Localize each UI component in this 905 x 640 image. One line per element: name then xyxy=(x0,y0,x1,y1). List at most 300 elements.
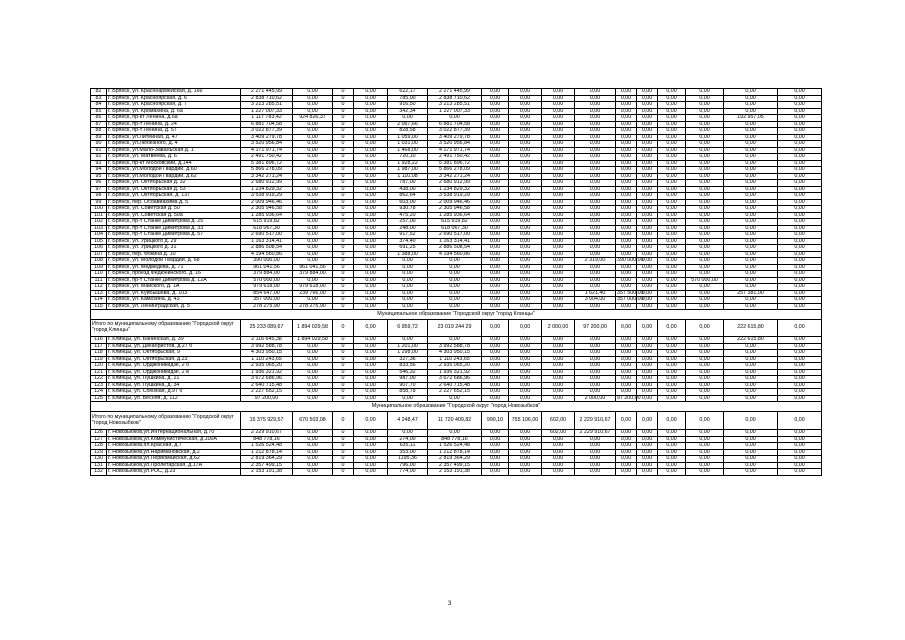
value-cell: 0,00 xyxy=(778,469,822,476)
value-cell: 0,00 xyxy=(778,436,822,443)
value-cell: 0,00 xyxy=(637,121,658,128)
value-cell: 0 xyxy=(333,443,354,450)
value-cell: 0,00 xyxy=(575,199,616,206)
value-cell: 1 117 783,42 xyxy=(241,115,293,122)
value-cell: 0,00 xyxy=(542,147,575,154)
value-cell: 0,00 xyxy=(724,284,778,291)
value-cell: 0,00 xyxy=(482,343,509,350)
value-cell: 0,00 xyxy=(354,121,388,128)
value-cell: 0,00 xyxy=(778,238,822,245)
value-cell: 0,00 xyxy=(354,271,388,278)
value-cell: 0,00 xyxy=(354,251,388,258)
value-cell: 0,00 xyxy=(616,147,637,154)
value-cell: 0,00 xyxy=(354,206,388,213)
value-cell: 0,00 xyxy=(293,356,333,363)
address-cell: г. Клинцы, ул. Пушкина, д. 21 xyxy=(107,376,241,383)
value-cell: 0 xyxy=(333,89,354,96)
row-number: 113 xyxy=(91,290,107,297)
address-cell: г. Брянск, ул. Матвеева, д. 6 xyxy=(107,154,241,161)
value-cell: 0,00 xyxy=(509,469,542,476)
total-value: 0,00 xyxy=(724,412,778,430)
value-cell: 0,00 xyxy=(637,290,658,297)
value-cell: 0,00 xyxy=(637,232,658,239)
value-cell: 0,00 xyxy=(637,141,658,148)
value-cell: 0,00 xyxy=(616,363,637,370)
value-cell: 0,00 xyxy=(388,277,428,284)
address-cell: г. Клинцы, ул. Союзная, д.97 б xyxy=(107,389,241,396)
total-value: 0,00 xyxy=(778,412,822,430)
value-cell: 615 919,82 xyxy=(241,219,293,226)
value-cell: 0 xyxy=(333,134,354,141)
value-cell: 0,00 xyxy=(293,108,333,115)
value-cell: 0 xyxy=(333,271,354,278)
value-cell: 0,00 xyxy=(293,167,333,174)
value-cell: 0,00 xyxy=(778,389,822,396)
address-cell: г. Брянск, пер. Осоавиахима д. 5 xyxy=(107,199,241,206)
value-cell: 635,11 xyxy=(388,443,428,450)
value-cell: 0,00 xyxy=(482,219,509,226)
value-cell: 192 957,05 xyxy=(724,115,778,122)
value-cell: 0,00 xyxy=(686,245,724,252)
value-cell: 796,00 xyxy=(388,462,428,469)
value-cell: 4 303 950,15 xyxy=(428,350,482,357)
value-cell: 0,00 xyxy=(542,449,575,456)
value-cell: 0,00 xyxy=(658,154,686,161)
value-cell: 0,00 xyxy=(542,212,575,219)
value-cell: 0,00 xyxy=(575,443,616,450)
value-cell: 0,00 xyxy=(616,232,637,239)
value-cell: 0,00 xyxy=(293,297,333,304)
value-cell: 0,00 xyxy=(724,199,778,206)
value-cell: 0,00 xyxy=(482,356,509,363)
value-cell: 0,00 xyxy=(575,462,616,469)
value-cell: 0,00 xyxy=(686,238,724,245)
value-cell: 0,00 xyxy=(482,173,509,180)
value-cell: 357 500,00 xyxy=(617,289,644,296)
value-cell: 0,00 xyxy=(482,290,509,297)
value-cell: 0,00 xyxy=(575,350,616,357)
value-cell: 0,00 xyxy=(509,264,542,271)
value-cell: 0,00 xyxy=(686,108,724,115)
value-cell: 0,00 xyxy=(482,128,509,135)
value-cell: 0,00 xyxy=(293,376,333,383)
value-cell: 0,00 xyxy=(616,443,637,450)
value-cell: 0,00 xyxy=(575,376,616,383)
total-value: 222 615,80 xyxy=(724,320,778,337)
value-cell: 0,00 xyxy=(686,251,724,258)
value-cell: 0,00 xyxy=(482,212,509,219)
value-cell: 0,00 xyxy=(575,238,616,245)
value-cell: 0,00 xyxy=(686,376,724,383)
value-cell: 3 992 588,78 xyxy=(241,343,293,350)
value-cell: 0,00 xyxy=(686,303,724,310)
value-cell: 0,00 xyxy=(724,443,778,450)
value-cell: 0,00 xyxy=(658,232,686,239)
value-cell: 0,00 xyxy=(542,284,575,291)
value-cell: 0,00 xyxy=(686,225,724,232)
value-cell: 0,00 xyxy=(724,206,778,213)
value-cell: 0,00 xyxy=(482,363,509,370)
row-number: 123 xyxy=(91,382,107,389)
row-number: 118 xyxy=(91,350,107,357)
row-number: 98 xyxy=(91,193,107,200)
value-cell: 0,00 xyxy=(658,238,686,245)
value-cell: 0,00 xyxy=(509,160,542,167)
value-cell: 0,00 xyxy=(293,95,333,102)
value-cell: 0,00 xyxy=(293,180,333,187)
value-cell: 924 826,37 xyxy=(293,115,333,122)
value-cell: 0,00 xyxy=(542,469,575,476)
value-cell: 1 227 007,33 xyxy=(241,108,293,115)
value-cell: 0 xyxy=(333,430,354,437)
value-cell: 0,00 xyxy=(616,389,637,396)
value-cell: 546,32 xyxy=(388,369,428,376)
value-cell: 0,00 xyxy=(509,436,542,443)
value-cell: 0,00 xyxy=(658,225,686,232)
value-cell: 0 xyxy=(333,154,354,161)
value-cell: 0,00 xyxy=(509,443,542,450)
value-cell: 0,00 xyxy=(575,469,616,476)
value-cell: 0 xyxy=(333,449,354,456)
value-cell: 0,00 xyxy=(616,154,637,161)
value-cell: 0,00 xyxy=(637,297,658,304)
value-cell: 379 884,00 xyxy=(241,271,293,278)
address-cell: г. Брянск, проезд Федюнинского, д. 16 xyxy=(107,271,241,278)
value-cell: 3 022 877,39 xyxy=(428,128,482,135)
total-value: 990,10 xyxy=(482,412,509,430)
value-cell: 0,00 xyxy=(658,206,686,213)
value-cell: 4 194 560,86 xyxy=(241,251,293,258)
value-cell: 0,00 xyxy=(778,356,822,363)
value-cell: 0,00 xyxy=(388,115,428,122)
value-cell: 0,00 xyxy=(482,382,509,389)
value-cell: 0,00 xyxy=(388,303,428,310)
value-cell: 0,00 xyxy=(293,147,333,154)
value-cell: 0,00 xyxy=(658,395,686,402)
value-cell: 0,00 xyxy=(575,343,616,350)
address-cell: г. Брянск, ул. Красноармейская, д. 166 xyxy=(107,89,241,96)
value-cell: 0,00 xyxy=(482,134,509,141)
value-cell: 0,00 xyxy=(616,186,637,193)
value-cell: 0,00 xyxy=(354,303,388,310)
page-number: 3 xyxy=(448,601,452,607)
value-cell: 603,00 xyxy=(388,199,428,206)
value-cell: 0,00 xyxy=(658,121,686,128)
value-cell: 0,00 xyxy=(616,456,637,463)
value-cell: 0,00 xyxy=(686,141,724,148)
value-cell: 0,00 xyxy=(616,343,637,350)
value-cell: 0,00 xyxy=(354,219,388,226)
value-cell: 0,00 xyxy=(778,199,822,206)
value-cell: 0,00 xyxy=(616,193,637,200)
value-cell: 0,00 xyxy=(658,128,686,135)
value-cell: 0,00 xyxy=(658,430,686,437)
row-number: 105 xyxy=(91,238,107,245)
value-cell: 0,00 xyxy=(724,356,778,363)
value-cell: 0,00 xyxy=(509,232,542,239)
value-cell: 0,00 xyxy=(482,238,509,245)
value-cell: 0,00 xyxy=(658,337,686,344)
value-cell: 0,00 xyxy=(658,95,686,102)
value-cell: 0,00 xyxy=(686,297,724,304)
value-cell: 0,00 xyxy=(542,186,575,193)
address-cell: г. Брянск, ул. Камозина, д. 43 xyxy=(107,297,241,304)
total-value: 0,00 xyxy=(658,320,686,337)
value-cell: 0,00 xyxy=(354,238,388,245)
value-cell: 0,00 xyxy=(778,258,822,265)
value-cell: 0,00 xyxy=(724,193,778,200)
value-cell: 0,00 xyxy=(354,193,388,200)
value-cell: 1 987,00 xyxy=(388,167,428,174)
value-cell: 0,00 xyxy=(293,128,333,135)
value-cell: 0,00 xyxy=(428,115,482,122)
value-cell: 0,00 xyxy=(724,186,778,193)
value-cell: 0,00 xyxy=(686,436,724,443)
value-cell: 0,00 xyxy=(686,395,724,402)
row-number: 112 xyxy=(91,284,107,291)
value-cell: 0,00 xyxy=(616,108,637,115)
value-cell: 257,00 xyxy=(388,219,428,226)
value-cell: 0,00 xyxy=(542,128,575,135)
value-cell: 0,00 xyxy=(724,219,778,226)
value-cell: 0,00 xyxy=(575,206,616,213)
value-cell: 0,00 xyxy=(509,258,542,265)
value-cell: 0 xyxy=(333,212,354,219)
value-cell: 278 275,90 xyxy=(241,303,293,310)
row-number: 108 xyxy=(91,258,107,265)
row-number: 129 xyxy=(91,449,107,456)
value-cell: 858,78 xyxy=(388,389,428,396)
value-cell: 0,00 xyxy=(658,173,686,180)
value-cell: 2 227 652,15 xyxy=(428,389,482,396)
value-cell: 0,00 xyxy=(616,369,637,376)
value-cell: 0,00 xyxy=(686,258,724,265)
value-cell: 0,00 xyxy=(686,443,724,450)
value-cell: 0,00 xyxy=(778,277,822,284)
value-cell: 0,00 xyxy=(509,225,542,232)
row-number: 83 xyxy=(91,95,107,102)
value-cell: 2 153 191,38 xyxy=(241,469,293,476)
row-number: 125 xyxy=(91,395,107,402)
value-cell: 0,00 xyxy=(542,245,575,252)
value-cell: 787,00 xyxy=(388,180,428,187)
value-cell: 0,00 xyxy=(637,186,658,193)
value-cell: 0,00 xyxy=(778,186,822,193)
address-cell: г. Брянск, ул. Октябрьская д. 32 xyxy=(107,180,241,187)
value-cell: 0,00 xyxy=(542,167,575,174)
address-cell: г. Клинцы, ул. Орджоникидзе, 2 в xyxy=(107,369,241,376)
value-cell: 0,00 xyxy=(354,245,388,252)
value-cell: 2 640 715,48 xyxy=(241,382,293,389)
value-cell: 0 xyxy=(333,462,354,469)
value-cell: 854 647,00 xyxy=(241,290,293,297)
value-cell: 0,00 xyxy=(575,449,616,456)
total-value: 602,00 xyxy=(542,412,575,430)
value-cell: 0,00 xyxy=(616,134,637,141)
value-cell: 0,00 xyxy=(616,376,637,383)
value-cell: 0,00 xyxy=(509,297,542,304)
row-number: 111 xyxy=(91,277,107,284)
value-cell: 0,00 xyxy=(575,369,616,376)
value-cell: 0,00 xyxy=(637,363,658,370)
value-cell: 0 xyxy=(333,297,354,304)
value-cell: 0,00 xyxy=(637,206,658,213)
total-value: 0 xyxy=(333,412,354,430)
value-cell: 0,00 xyxy=(637,430,658,437)
value-cell: 0,00 xyxy=(388,290,428,297)
value-cell: 0,00 xyxy=(482,443,509,450)
value-cell: 0,00 xyxy=(637,199,658,206)
value-cell: 0 xyxy=(333,102,354,109)
value-cell: 0,00 xyxy=(542,462,575,469)
value-cell: 438,00 xyxy=(388,186,428,193)
value-cell: 0,00 xyxy=(542,264,575,271)
value-cell: 0,00 xyxy=(575,212,616,219)
value-cell: 0,00 xyxy=(778,430,822,437)
value-cell: 0,00 xyxy=(724,264,778,271)
value-cell: 0,00 xyxy=(509,462,542,469)
address-cell: г. Новозыбков,ул.Коммунистическая, д.100А xyxy=(107,436,241,443)
section-title: Муниципальное образование "Городской округ "город Клинцы" xyxy=(91,310,822,320)
value-cell: 0,00 xyxy=(482,115,509,122)
value-cell: 0,00 xyxy=(354,389,388,396)
value-cell: 0,00 xyxy=(778,225,822,232)
section-header-row xyxy=(91,310,822,320)
value-cell: 0,00 xyxy=(658,284,686,291)
value-cell: 0,00 xyxy=(658,251,686,258)
value-cell: 0,00 xyxy=(616,436,637,443)
value-cell: 0,00 xyxy=(293,238,333,245)
value-cell: 0 xyxy=(333,284,354,291)
value-cell: 0,00 xyxy=(686,167,724,174)
value-cell: 0,00 xyxy=(293,232,333,239)
value-cell: 0,00 xyxy=(686,449,724,456)
row-number: 131 xyxy=(91,462,107,469)
value-cell: 0,00 xyxy=(354,232,388,239)
value-cell: 0,00 xyxy=(428,258,482,265)
value-cell: 0,00 xyxy=(778,303,822,310)
row-number: 92 xyxy=(91,154,107,161)
value-cell: 0,00 xyxy=(637,303,658,310)
value-cell: 0,00 xyxy=(542,303,575,310)
address-cell: г. Новозыбков,ул.Наримановская, д.2 xyxy=(107,449,241,456)
total-value: 0,00 xyxy=(354,412,388,430)
value-cell: 1 201,00 xyxy=(388,343,428,350)
value-cell: 0,00 xyxy=(778,290,822,297)
value-cell: 0,00 xyxy=(542,356,575,363)
value-cell: 3 538 919,29 xyxy=(428,193,482,200)
row-number: 130 xyxy=(91,456,107,463)
value-cell: 0,00 xyxy=(658,382,686,389)
value-cell: 0 xyxy=(333,363,354,370)
value-cell: 2 491 750,42 xyxy=(428,154,482,161)
value-cell: 0,00 xyxy=(616,206,637,213)
value-cell: 374,40 xyxy=(388,238,428,245)
value-cell: 0,00 xyxy=(658,290,686,297)
value-cell: 622,17 xyxy=(388,89,428,96)
value-cell: 0,00 xyxy=(542,363,575,370)
value-cell: 0 xyxy=(333,469,354,476)
value-cell: 2 886 508,54 xyxy=(241,245,293,252)
table-row xyxy=(91,469,822,476)
address-cell: г. Клинцы, ул. Декабристов, д.27 б xyxy=(107,343,241,350)
value-cell: 0,00 xyxy=(637,251,658,258)
value-cell: 0,00 xyxy=(542,121,575,128)
value-cell: 0,00 xyxy=(658,356,686,363)
value-cell: 0,00 xyxy=(658,462,686,469)
value-cell: 0 xyxy=(333,219,354,226)
value-cell: 0,00 xyxy=(778,350,822,357)
value-cell: 0,00 xyxy=(616,167,637,174)
value-cell: 0,00 xyxy=(637,469,658,476)
value-cell: 0,00 xyxy=(354,284,388,291)
row-number: 101 xyxy=(91,212,107,219)
value-cell: 3 409 279,78 xyxy=(428,134,482,141)
value-cell: 0,00 xyxy=(354,147,388,154)
value-cell: 0,00 xyxy=(575,173,616,180)
value-cell: 0,00 xyxy=(354,173,388,180)
value-cell: 0,00 xyxy=(575,363,616,370)
value-cell: 2 640 715,48 xyxy=(428,382,482,389)
value-cell: 0,00 xyxy=(778,154,822,161)
value-cell: 0,00 xyxy=(575,219,616,226)
value-cell: 0,00 xyxy=(658,193,686,200)
value-cell: 0,00 xyxy=(686,212,724,219)
value-cell: 0,00 xyxy=(509,154,542,161)
value-cell: 97 200,00 xyxy=(617,394,641,401)
value-cell: 862,64 xyxy=(388,193,428,200)
value-cell: 0,00 xyxy=(509,369,542,376)
value-cell: 0,00 xyxy=(428,284,482,291)
value-cell: 0,00 xyxy=(778,121,822,128)
value-cell: 1 298,00 xyxy=(388,350,428,357)
value-cell: 0,00 xyxy=(686,337,724,344)
value-cell: 239 766,00 xyxy=(293,290,333,297)
value-cell: 0,00 xyxy=(686,160,724,167)
total-value: 23 019 244 29 xyxy=(428,320,482,337)
value-cell: 0,00 xyxy=(354,95,388,102)
value-cell: 0,00 xyxy=(354,128,388,135)
row-number: 89 xyxy=(91,134,107,141)
value-cell: 0,00 xyxy=(388,395,428,402)
address-cell: г. Клинцы, ул. Октябрьская, д.23 xyxy=(107,356,241,363)
value-cell: 618 067,30 xyxy=(241,225,293,232)
value-cell: 0,00 xyxy=(542,277,575,284)
value-cell: 0,00 xyxy=(686,232,724,239)
value-cell: 0,00 xyxy=(637,180,658,187)
value-cell: 0,00 xyxy=(428,264,482,271)
value-cell: 0,00 xyxy=(724,303,778,310)
value-cell: 2 229 910,67 xyxy=(575,430,616,437)
capital-repair-table xyxy=(90,88,822,476)
value-cell: 2 305 946,58 xyxy=(428,206,482,213)
value-cell: 0,00 xyxy=(658,115,686,122)
value-cell: 2 680 912,99 xyxy=(241,180,293,187)
row-number: 109 xyxy=(91,264,107,271)
value-cell: 0 xyxy=(333,141,354,148)
address-cell: г. Клинцы, ул. Весняя, д. 112 xyxy=(107,395,241,402)
value-cell: 0,00 xyxy=(658,436,686,443)
value-cell: 0,00 xyxy=(658,199,686,206)
address-cell: г. Брянск, ул. Октябрьская д. 53 xyxy=(107,186,241,193)
value-cell: 0,00 xyxy=(542,160,575,167)
address-cell: г. Новозыбков,ул.РОС, д.23 xyxy=(107,469,241,476)
value-cell: 0,00 xyxy=(542,395,575,402)
total-value: 755 106,00 xyxy=(509,412,542,430)
value-cell: 0,00 xyxy=(482,193,509,200)
value-cell: 0,00 xyxy=(778,382,822,389)
value-cell: 0,00 xyxy=(482,199,509,206)
